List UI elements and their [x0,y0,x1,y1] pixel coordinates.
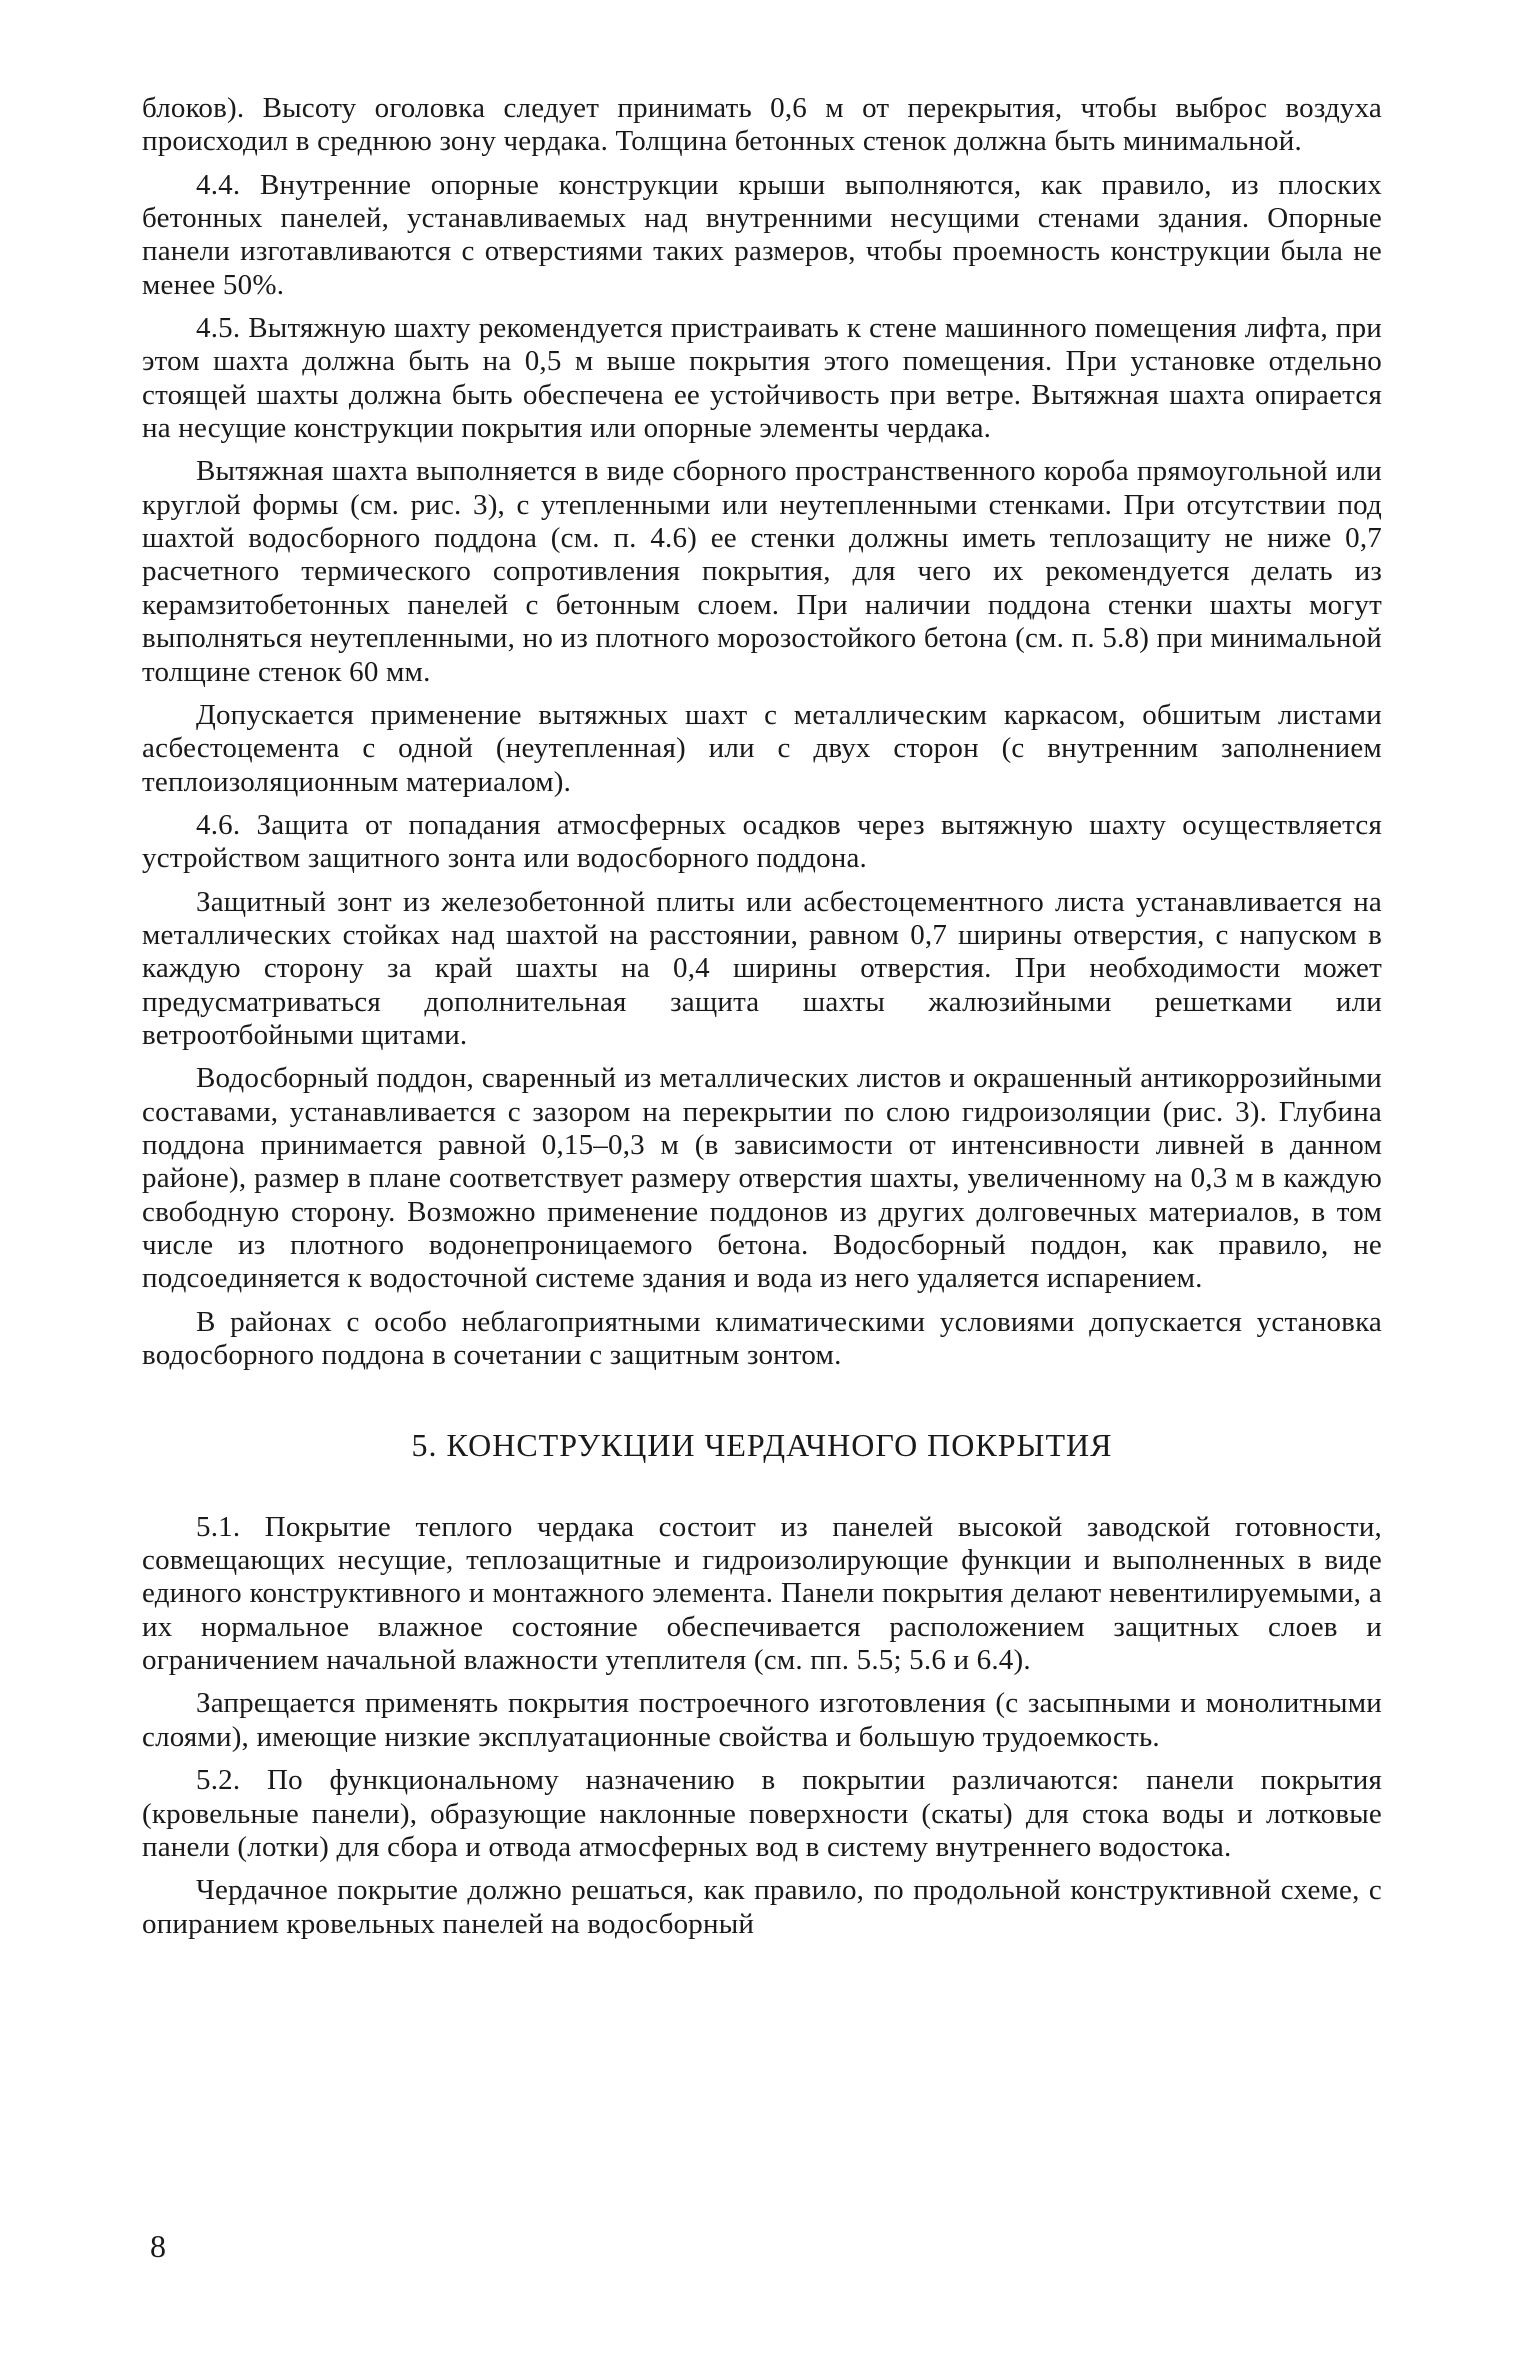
page-number: 8 [150,2228,166,2264]
paragraph: Допускается применение вытяжных шахт с металлическим каркасом, обшитым листами асбестоцемента с одной (неутепленная) или с двух сторон (с внутренним заполнением теплоизоляционным материалом). [142,698,1382,798]
paragraph: Вытяжная шахта выполняется в виде сборного пространственного короба прямоугольной или круглой формы (см. рис. 3), с утепленными или неутепленными стенками. При отсутствии под шахтой водосборного поддона (см. п. 4.6) ее стенки должны иметь теплозащиту не ниже 0,7 расчетного термического сопротивления покрытия, для чего их рекомендуется делать из керамзитобетонных панелей с бетонным слоем. При наличии поддона стенки шахты могут выполняться неутепленными, но из плотного морозостойкого бетона (см. п. 5.8) при минимальной толщине стенок 60 мм. [142,455,1382,688]
paragraph: Чердачное покрытие должно решаться, как правило, по продольной конструктивной схеме, с опиранием кровельных панелей на водосборный [142,1874,1382,1940]
paragraph: Водосборный поддон, сваренный из металлических листов и окрашенный антикоррозийными составами, устанавливается с зазором на перекрытии по слою гидроизоляции (рис. 3). Глубина поддона принимается равной 0,15–0,3 м (в зависимости от интенсивности ливней в данном районе), размер в плане соответствует размеру отверстия шахты, увеличенному на 0,3 м в каждую свободную сторону. Возможно применение поддонов из других долговечных материалов, в том числе из плотного водонепроницаемого бетона. Водосборный поддон, как правило, не подсоединяется к водосточной системе здания и вода из него удаляется испарением. [142,1062,1382,1295]
section-heading: 5. КОНСТРУКЦИИ ЧЕРДАЧНОГО ПОКРЫТИЯ [411,1427,1113,1464]
document-page [142,92,1382,1951]
paragraph: Защитный зонт из железобетонной плиты или асбестоцементного листа устанавливается на металлических стойках над шахтой на расстоянии, равном 0,7 ширины отверстия, с напуском в каждую сторону за край шахты на 0,4 ширины отверстия. При необходимости может предусматриваться дополнительная защита шахты жалюзийными решетками или ветроотбойными щитами. [142,885,1382,1051]
bottom-text-block [142,1511,1382,1941]
paragraph: 5.1. Покрытие теплого чердака состоит из панелей высокой заводской готовности, совмещающих несущие, теплозащитные и гидроизолирующие функции и выполненных в виде единого конструктивного и монтажного элемента. Панели покрытия делают невентилируемыми, а их нормальное влажное состояние обеспечивается расположением защитных слоев и ограничением начальной влажности утеплителя (см. пп. 5.5; 5.6 и 6.4). [142,1510,1382,1677]
paragraph: Запрещается применять покрытия построечного изготовления (с засыпными и монолитными слоями), имеющие низкие эксплуатационные свойства и большую трудоемкость. [142,1687,1382,1753]
top-text-block [142,92,1382,1372]
paragraph: 5.2. По функциональному назначению в покрытии различаются: панели покрытия (кровельные панели), образующие наклонные поверхности (скаты) для стока воды и лотковые панели (лотки) для сбора и отвода атмосферных вод в систему внутреннего водостока. [142,1764,1382,1863]
paragraph: блоков). Высоту оголовка следует принимать 0,6 м от перекрытия, чтобы выброс воздуха происходил в среднюю зону чердака. Толщина бетонных стенок должна быть минимальной. [142,92,1382,158]
paragraph: 4.6. Защита от попадания атмосферных осадков через вытяжную шахту осуществляется устройством защитного зонта или водосборного поддона. [142,808,1382,875]
paragraph: 4.5. Вытяжную шахту рекомендуется пристраивать к стене машинного помещения лифта, при этом шахта должна быть на 0,5 м выше покрытия этого помещения. При установке отдельно стоящей шахты должна быть обеспечена ее устойчивость при ветре. Вытяжная шахта опирается на несущие конструкции покрытия или опорные элементы чердака. [142,312,1382,445]
paragraph: 4.4. Внутренние опорные конструкции крыши выполняются, как правило, из плоских бетонных панелей, устанавливаемых над внутренними несущими стенами здания. Опорные панели изготавливаются с отверстиями таких размеров, чтобы проемность конструкции была не менее 50%. [142,168,1382,301]
paragraph: В районах с особо неблагоприятными климатическими условиями допускается установка водосборного поддона в сочетании с защитным зонтом. [142,1305,1382,1372]
